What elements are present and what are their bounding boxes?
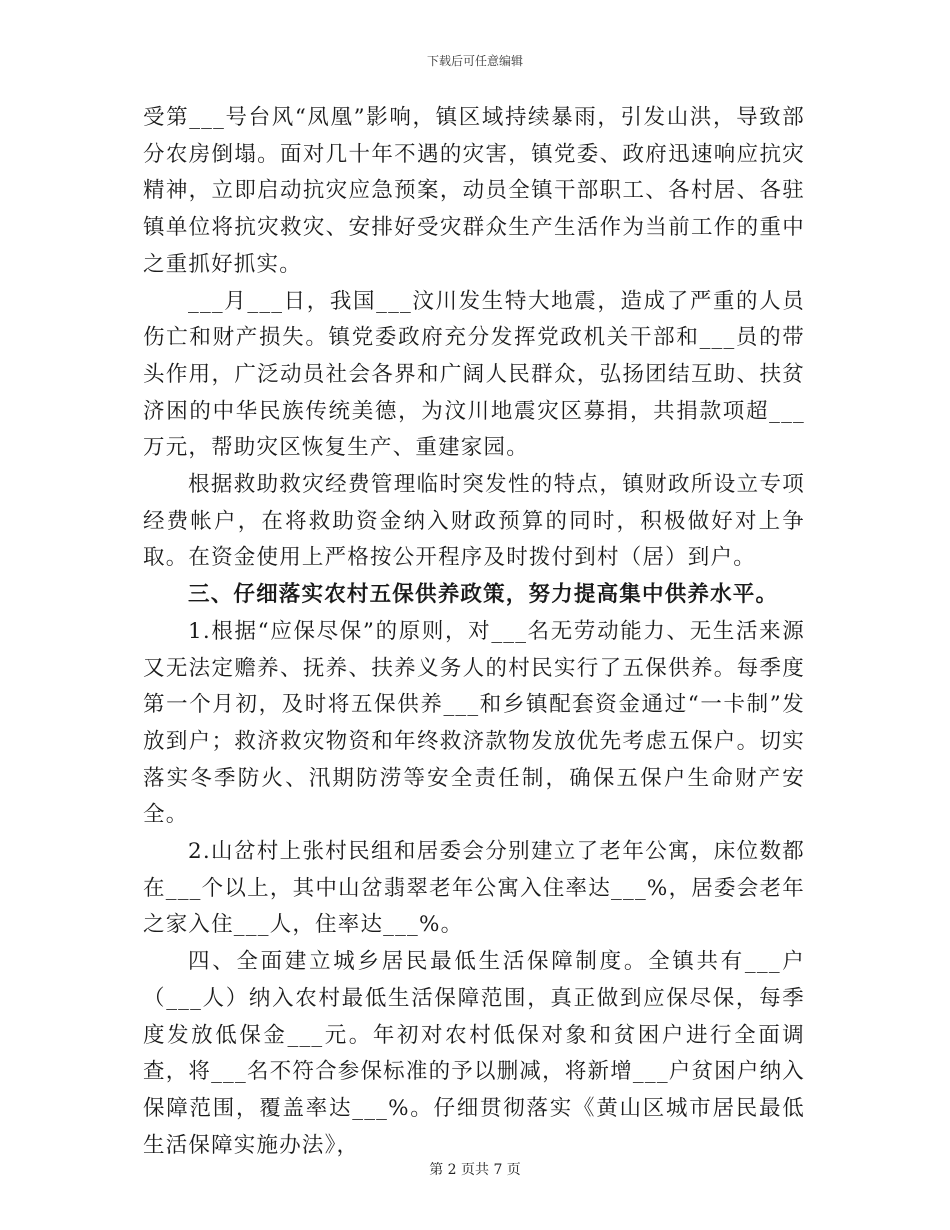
paragraph-minimum-living-security: 四、全面建立城乡居民最低生活保障制度。全镇共有___户（___人）纳入农村最低生活保障范围，真正做到应保尽保，每季度发放低保金___元。年初对农村低保对象和贫困户进行全面调查，将___名不符合参保标准的予以删减，将新增___户贫困户纳入保障范围，覆盖率达___%。仔细贯彻落实《黄山区城市居民最低生活保障实施办法》， [143,949,805,1158]
paragraph-typhoon-relief: 受第___号台风“凤凰”影响，镇区域持续暴雨，引发山洪，导致部分农房倒塌。面对几十年不遇的灾害，镇党委、政府迅速响应抗灾精神，立即启动抗灾应急预案，动员全镇干部职工、各村居、各驻镇单位将抗灾救灾、安排好受灾群众生产生活作为当前工作的重中之重抓好抓实。 [143,105,805,277]
paragraph-earthquake-donation: ___月___日，我国___汶川发生特大地震，造成了严重的人员伤亡和财产损失。镇党委政府充分发挥党政机关干部和___员的带头作用，广泛动员社会各界和广阔人民群众，弘扬团结互助、扶贫济困的中华民族传统美德，为汶川地震灾区募捐，共捐款项超___万元，帮助灾区恢复生产、重建家园。 [143,288,805,461]
paragraph-five-guarantees-item-2: 2.山岔村上张村民组和居委会分别建立了老年公寓，床位数都在___个以上，其中山岔翡翠老年公寓入住率达___%，居委会老年之家入住___人，住率达___%。 [143,839,805,938]
page-number-footer: 第 2 页共 7 页 [429,1162,521,1178]
section-heading-five-guarantees: 三、仔细落实农村五保供养政策，努力提高集中供养水平。 [188,582,779,608]
paragraph-relief-funds: 根据救助救灾经费管理临时突发性的特点，镇财政所设立专项经费帐户，在将救助资金纳入财政预算的同时，积极做好对上争取。在资金使用上严格按公开程序及时拨付到村（居）到户。 [143,472,805,571]
page-header-note: 下载后可任意编辑 [426,54,523,68]
document-body [143,100,805,1164]
paragraph-five-guarantees-item-1: 1.根据“应保尽保”的原则，对___名无劳动能力、无生活来源又无法定赡养、抚养、扶养义务人的村民实行了五保供养。每季度第一个月初，及时将五保供养___和乡镇配套资金通过“一卡制”发放到户；救济救灾物资和年终救济款物发放优先考虑五保户。切实落实冬季防火、汛期防涝等安全责任制，确保五保户生命财产安全。 [143,618,805,828]
